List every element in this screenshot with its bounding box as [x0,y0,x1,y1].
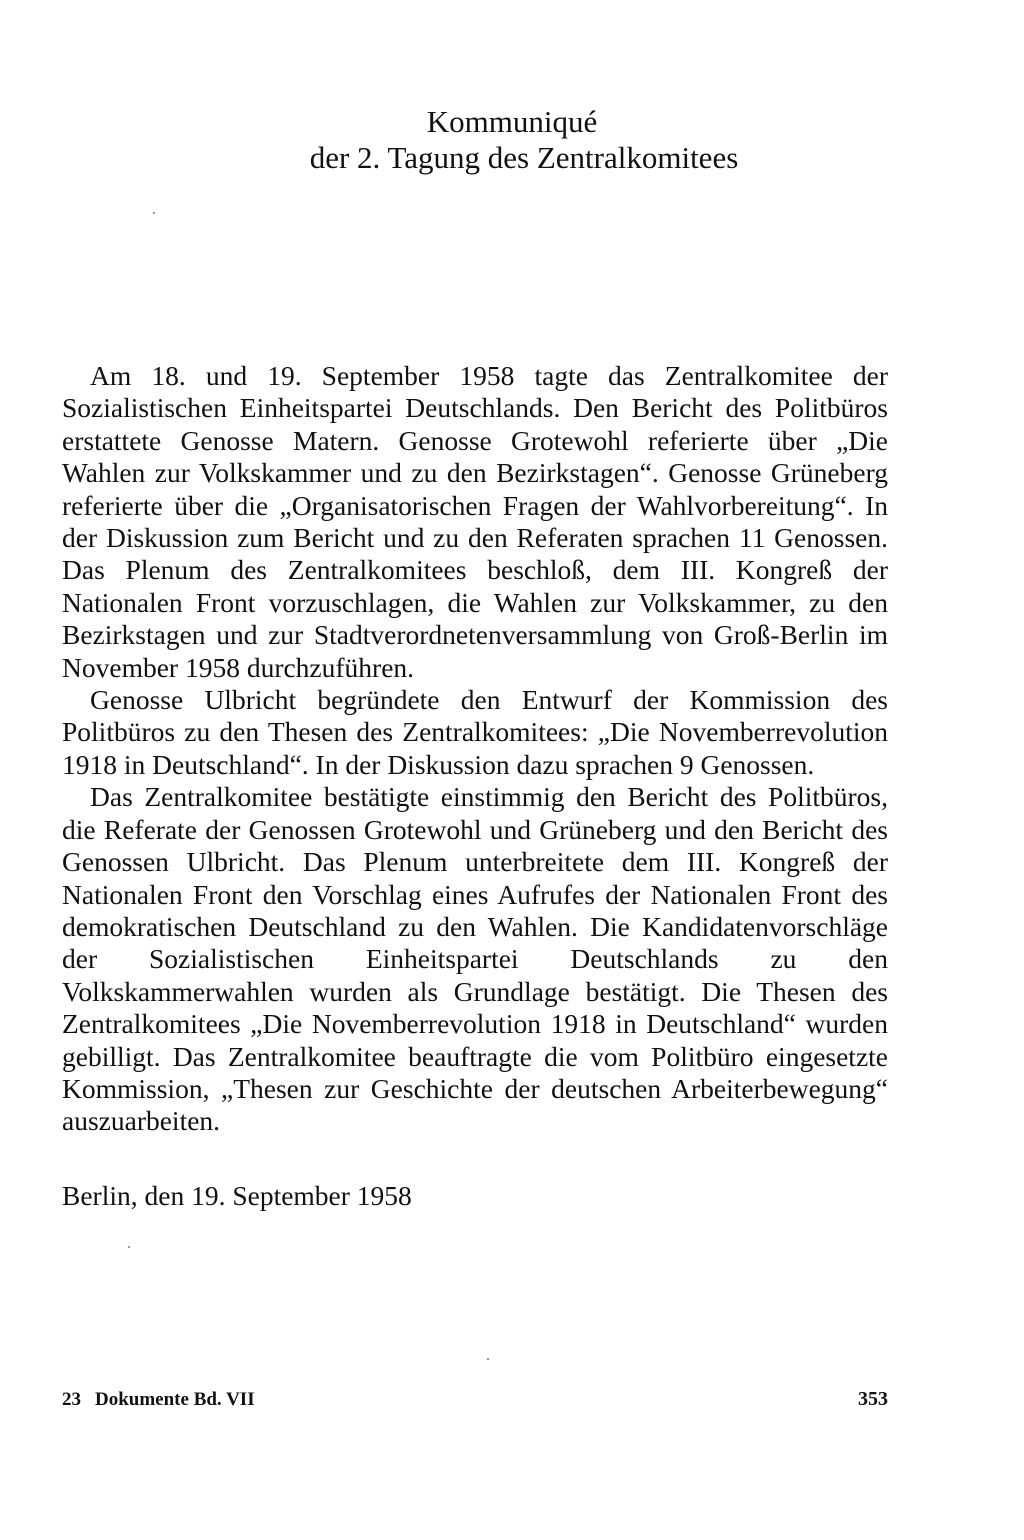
document-title [0,104,1024,176]
footer-signature [62,1388,255,1412]
title-line-2: der 2. Tagung des Zentralkomitees [309,140,739,175]
title-line-1: Kommuniqué [426,104,598,139]
print-speck [128,1246,130,1248]
paragraph-3: Das Zentralkomitee bestätigte einstimmig den Bericht des Politbüros, die Referate der Genossen Grotewohl und Grüneberg und den Bericht des Genossen Ulbricht. Das Plenum unterbreitete dem III. Kongreß der Nationalen Front den Vorschlag eines Aufrufes der Nationalen Front des demokratischen Deutschland zu den Wahlen. Die Kandidatenvorschläge der Sozialistischen Einheitspartei Deutschlands zu den Volkskammerwahlen wurden als Grundlage bestätigt. Die Thesen des Zentralkomitees „Die Novemberrevolution 1918 in Deutschland“ wurden gebilligt. Das Zentralkomitee beauftragte die vom Politbüro eingesetzte Kommission, „Thesen zur Geschichte der deutschen Arbeiterbewegung“ auszuarbeiten. [62,781,888,1137]
signature-number: 23 [62,1389,81,1410]
body-text [62,360,888,1138]
paragraph-1: Am 18. und 19. September 1958 tagte das Zentralkomitee der Sozialistischen Einheitspartei Deutschlands. Den Bericht des Politbüros erstattete Genosse Matern. Genosse Grotewohl referierte über „Die Wahlen zur Volkskammer und zu den Bezirkstagen“. Genosse Grüneberg referierte über die „Organisatorischen Fragen der Wahlvorbereitung“. In der Diskussion zum Bericht und zu den Referaten sprachen 11 Genossen. Das Plenum des Zentralkomitees beschloß, dem III. Kongreß der Nationalen Front vorzuschlagen, die Wahlen zur Volkskammer, zu den Bezirkstagen und zur Stadtverordnetenversammlung von Groß-Berlin im November 1958 durchzuführen. [62,360,888,683]
paragraph-2: Genosse Ulbricht begründete den Entwurf der Kommission des Politbüros zu den Thesen des Zentralkomitees: „Die Novemberrevolution 1918 in Deutschland“. In der Diskussion dazu sprachen 9 Genossen. [62,684,888,780]
volume-label: Dokumente Bd. VII [95,1389,255,1410]
page-number: 353 [858,1388,888,1410]
print-speck [487,1358,489,1360]
print-speck [153,212,155,214]
place-date-signoff: Berlin, den 19. September 1958 [62,1180,412,1211]
